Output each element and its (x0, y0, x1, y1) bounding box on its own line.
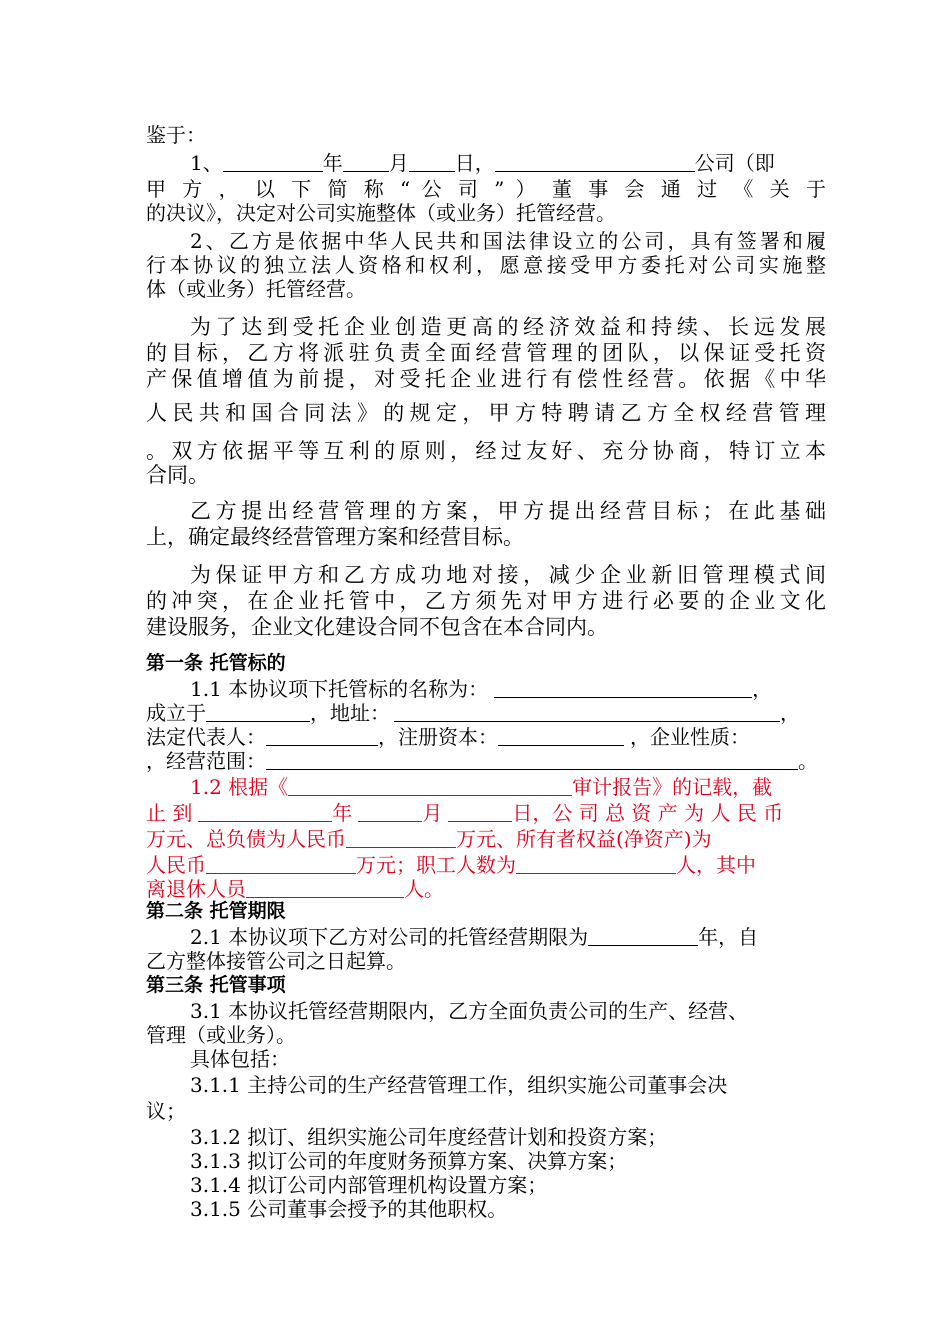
clause-3-1-line-1: 3.1 本协议托管经营期限内，乙方全面负责公司的生产、经营、 (190, 999, 749, 1023)
para-2-line-1: 乙方提出经营管理的方案，甲方提出经营目标；在此基础 (190, 499, 826, 523)
clause-2-1-line-1 (190, 924, 826, 950)
recital-1-line-1 (190, 150, 826, 176)
nature-label: ，企业性质： (630, 725, 750, 749)
clause-1-2-line-3 (146, 826, 826, 852)
blank-retirees[interactable] (246, 877, 404, 898)
comma: ， (752, 677, 773, 701)
total-assets-text: 日，公 司 总 资 产 为 人 民 币 (512, 801, 784, 825)
article-2-title: 第二条 托管期限 (146, 900, 286, 922)
clause-1-1-line-2 (146, 700, 826, 726)
recital-1-line-3: 的决议》，决定对公司实施整体（或业务）托管经营。 (146, 201, 616, 225)
para-1-line-3: 产保值增值为前提，对受托企业进行有偿性经营。依据《中华 (146, 367, 826, 391)
blank-audit-report[interactable] (288, 775, 572, 796)
capital-label: ，注册资本： (378, 725, 498, 749)
clause-1-1-line-1 (190, 676, 826, 702)
as-of-label: 止 到 (146, 801, 193, 825)
month-label: 月 (422, 801, 443, 825)
rmb-label: 人民币 (146, 853, 206, 877)
year-label: 年 (322, 151, 343, 175)
clause-3-1-line-2: 管理（或业务）。 (146, 1023, 296, 1047)
item-3-1-2: 3.1.2 拟订、组织实施公司年度经营计划和投资方案； (190, 1125, 668, 1149)
item-3-1-5: 3.1.5 公司董事会授予的其他职权。 (190, 1197, 508, 1221)
established-label: 成立于 (146, 701, 206, 725)
employees-text: 万元；职工人数为 (356, 853, 516, 877)
item-3-1-1-line-2: 议； (146, 1099, 186, 1123)
blank-audit-month[interactable] (358, 801, 422, 822)
recital-1-line-2: 甲 方 ， 以 下 简 称 “ 公 司 ” ） 董 事 会 通 过 《 关 于 (146, 177, 826, 201)
blank-audit-year[interactable] (198, 801, 332, 822)
scope-label: ，经营范围： (146, 749, 266, 773)
blank-day[interactable] (409, 151, 455, 172)
recital-2-line-1: 2、乙方是依据中华人民共和国法律设立的公司，具有签署和履 (190, 229, 826, 253)
recital-2-line-2: 行本协议的独立法人资格和权利，愿意接受甲方委托对公司实施整 (146, 253, 826, 277)
day-label: 日， (454, 151, 495, 175)
of-which-text: 人，其中 (676, 853, 756, 877)
blank-year[interactable] (223, 151, 323, 172)
item-3-1-4: 3.1.4 拟订公司内部管理机构设置方案； (190, 1173, 548, 1197)
blank-scope[interactable] (266, 749, 798, 770)
para-1-line-2: 的目标，乙方将派驻负责全面经营管理的团队，以保证受托资 (146, 341, 826, 365)
total-liabilities-text: 万元、总负债为人民币 (146, 827, 346, 851)
equity-text: 万元、所有者权益(净资产)为 (456, 827, 712, 851)
blank-established[interactable] (206, 701, 310, 722)
clause-2-1-text-2: 年，自 (698, 925, 759, 949)
clause-1-2-line-2 (146, 800, 826, 826)
clause-1-2-line-4 (146, 852, 826, 878)
para-3-line-2: 的冲突，在企业托管中，乙方须先对甲方进行必要的企业文化 (146, 589, 826, 613)
para-1-line-6: 合同。 (146, 463, 209, 487)
blank-equity[interactable] (206, 853, 356, 874)
clause-1-1-line-4 (146, 748, 826, 774)
clause-1-2-text-2: 审计报告》的记载，截 (572, 775, 773, 799)
recital-1-number: 1、 (190, 151, 223, 175)
clause-1-2-text: 1.2 根据《 (190, 775, 289, 799)
year-label: 年 (332, 801, 353, 825)
para-2-line-2: 上，确定最终经营管理方案和经营目标。 (146, 525, 524, 549)
blank-employees[interactable] (516, 853, 676, 874)
persons-label: 人。 (404, 877, 444, 901)
para-1-line-4: 人民共和国合同法》的规定，甲方特聘请乙方全权经营管理 (146, 401, 826, 425)
blank-audit-day[interactable] (448, 801, 512, 822)
item-3-1-1-line-1: 3.1.1 主持公司的生产经营管理工作，组织实施公司董事会决 (190, 1073, 728, 1097)
comma: ， (780, 701, 800, 725)
clause-2-1-text: 2.1 本协议项下乙方对公司的托管经营期限为 (190, 925, 589, 949)
clause-1-2-line-1 (190, 774, 826, 800)
address-label: ，地址： (310, 701, 390, 725)
intro-text: 鉴于： (146, 123, 206, 147)
recital-2-line-3: 体（或业务）托管经营。 (146, 277, 366, 301)
article-3-title: 第三条 托管事项 (146, 974, 286, 996)
item-3-1-3: 3.1.3 拟订公司的年度财务预算方案、决算方案； (190, 1149, 628, 1173)
period: 。 (798, 749, 818, 773)
specific-items-label: 具体包括： (190, 1047, 290, 1071)
blank-company-name[interactable] (495, 151, 695, 172)
para-3-line-1: 为保证甲方和乙方成功地对接，减少企业新旧管理模式间 (190, 563, 826, 587)
clause-1-1-line-3 (146, 724, 826, 750)
blank-capital[interactable] (498, 725, 624, 746)
retirees-label: 离退休人员 (146, 877, 246, 901)
article-1-title: 第一条 托管标的 (146, 652, 286, 674)
para-1-line-1: 为了达到受托企业创造更高的经济效益和持续、长远发展 (190, 315, 826, 339)
clause-1-1-text: 1.1 本协议项下托管标的名称为： (190, 677, 489, 701)
legal-rep-label: 法定代表人： (146, 725, 266, 749)
blank-month[interactable] (343, 151, 389, 172)
company-label: 公司（即 (694, 151, 775, 175)
blank-legal-rep[interactable] (266, 725, 378, 746)
blank-target-name[interactable] (494, 677, 752, 698)
clause-2-1-line-2: 乙方整体接管公司之日起算。 (146, 949, 406, 973)
month-label: 月 (388, 151, 409, 175)
blank-term-years[interactable] (588, 925, 698, 946)
blank-liabilities[interactable] (346, 827, 456, 848)
para-3-line-3: 建设服务，企业文化建设合同不包含在本合同内。 (146, 615, 608, 639)
blank-address[interactable] (394, 701, 780, 722)
para-1-line-5: 。双方依据平等互利的原则，经过友好、充分协商，特订立本 (146, 439, 826, 463)
